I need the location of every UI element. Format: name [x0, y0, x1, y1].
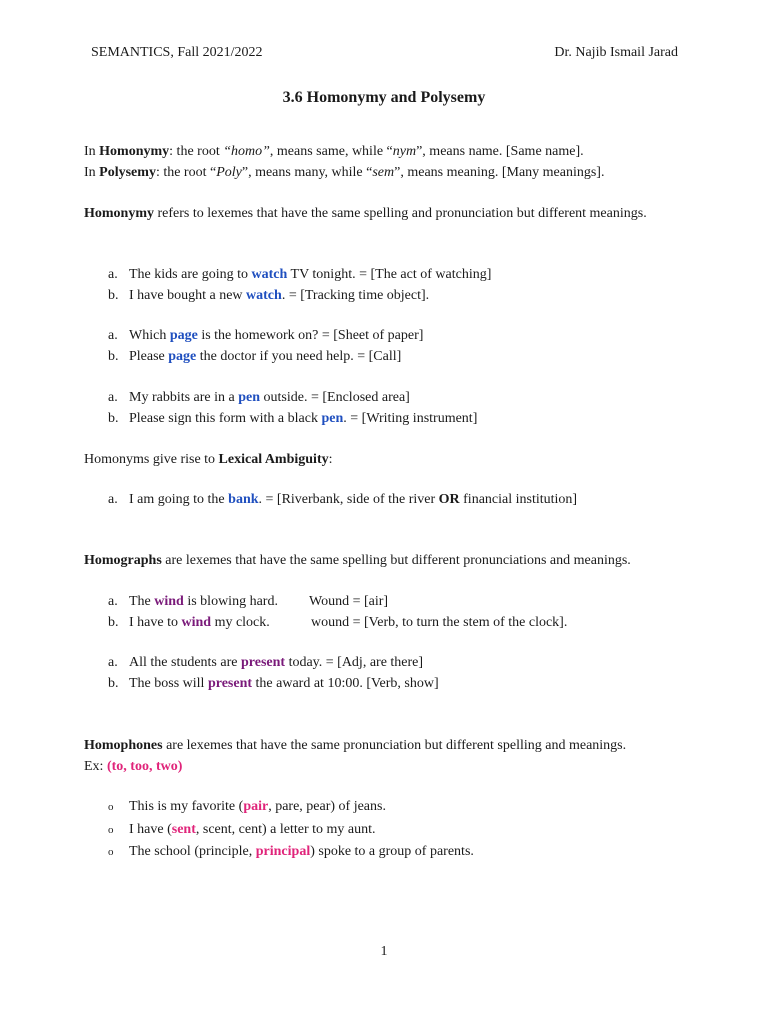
- homonymy-definition: Homonymy refers to lexemes that have the same spelling and pronunciation but different meanings.: [84, 206, 647, 221]
- example-page-b: b. Please page the doctor if you need help. = [Call]: [108, 349, 402, 364]
- lexical-ambiguity-line: Homonyms give rise to Lexical Ambiguity:: [84, 452, 333, 467]
- homophone-item-sent: o I have (sent, scent, cent) a letter to my aunt.: [108, 822, 376, 837]
- example-pen-b: b. Please sign this form with a black pen. = [Writing instrument]: [108, 411, 478, 426]
- page-number: 1: [380, 944, 388, 959]
- section-title: 3.6 Homonymy and Polysemy: [282, 89, 486, 106]
- example-wind-b: b. I have to wind my clock.: [108, 615, 270, 630]
- example-wind-a: a. The wind is blowing hard.: [108, 594, 278, 609]
- homophone-item-principal: o The school (principle, principal) spoke to a group of parents.: [108, 844, 474, 859]
- example-bank-a: a. I am going to the bank. = [Riverbank, side of the river OR financial institution]: [108, 492, 578, 507]
- example-page-a: a. Which page is the homework on? = [Sheet of paper]: [108, 328, 424, 343]
- homographs-definition: Homographs are lexemes that have the same spelling but different pronunciations and meanings.: [84, 553, 631, 568]
- example-pen-a: a. My rabbits are in a pen outside. = [Enclosed area]: [108, 390, 410, 405]
- example-present-a: a. All the students are present today. = [Adj, are there]: [108, 655, 424, 670]
- wind-a-gloss: Wound = [air]: [309, 594, 389, 609]
- example-present-b: b. The boss will present the award at 10:00. [Verb, show]: [108, 676, 439, 691]
- example-watch-b: b. I have bought a new watch. = [Tracking time object].: [108, 288, 430, 303]
- homophone-item-pair: o This is my favorite (pair, pare, pear) of jeans.: [108, 799, 386, 814]
- homophones-example-line: Ex: (to, too, two): [84, 759, 183, 774]
- course-header: SEMANTICS, Fall 2021/2022: [91, 45, 263, 60]
- example-watch-a: a. The kids are going to watch TV tonight. = [The act of watching]: [108, 267, 492, 282]
- wind-b-gloss: wound = [Verb, to turn the stem of the clock].: [311, 615, 568, 630]
- polysemy-root-line: In Polysemy: the root “Poly”, means many, while “sem”, means meaning. [Many meanings].: [84, 165, 605, 180]
- homophones-definition: Homophones are lexemes that have the same pronunciation but different spelling and meanings.: [84, 738, 627, 753]
- author-header: Dr. Najib Ismail Jarad: [554, 45, 678, 60]
- homonymy-root-line: In Homonymy: the root “homo”, means same, while “nym”, means name. [Same name].: [84, 144, 584, 159]
